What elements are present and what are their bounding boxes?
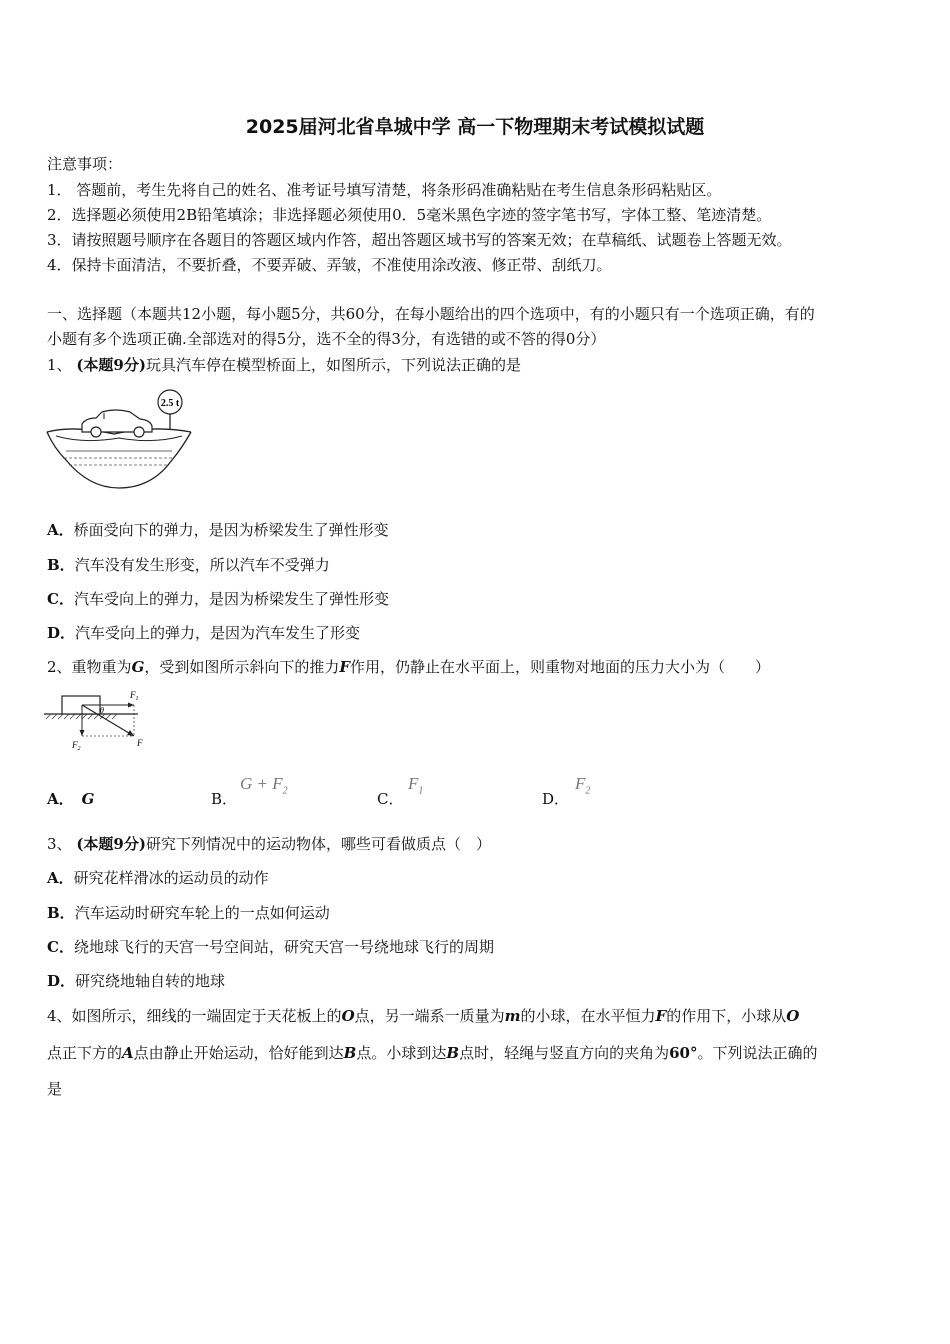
section-header-line-1: 一、选择题（本题共12小题，每小题5分，共60分，在每小题给出的四个选项中，有的小题只有一个选项正确，有的 (47, 305, 815, 323)
notice-item-1: 1． 答题前，考生先将自己的姓名、准考证号填写清楚，将条形码准确粘贴在考生信息条形码粘贴区。 (47, 181, 722, 199)
question-1-text: 玩具汽车停在模型桥面上，如图所示，下列说法正确的是 (145, 356, 521, 374)
f-vector (82, 705, 134, 736)
notice-item-4: 4．保持卡面清洁，不要折叠，不要弄破、弄皱，不准使用涂改液、修正带、刮纸刀。 (47, 256, 612, 274)
force-diagram (42, 686, 152, 754)
notice-heading: 注意事项： (47, 155, 123, 173)
q2-option-d-label: D． (542, 790, 570, 808)
f2-label: $F_2$ (72, 740, 81, 752)
q3-option-b: B．汽车运动时研究车轮上的一点如何运动 (47, 904, 330, 922)
load-limit-text: 2.5 t (160, 398, 180, 409)
q3-option-a: A．研究花样滑冰的运动员的动作 (47, 869, 269, 887)
notice-item-3: 3．请按照题号顺序在各题目的答题区域内作答，超出答题区域书写的答案无效；在草稿纸、试题卷上答题无效。 (47, 231, 792, 249)
bridge-car-figure (44, 388, 194, 492)
f2-arrowhead (80, 730, 85, 736)
f1-label: $F_1$ (130, 690, 139, 702)
question-3-stem: 3、 (本题9分)研究下列情况中的运动物体，哪些可看做质点（ ） (47, 835, 491, 853)
f-label: F (137, 738, 143, 748)
car-wheel-rear (134, 427, 144, 437)
f1-arrowhead (128, 703, 134, 708)
page-title: 2025届河北省阜城中学 高一下物理期末考试模拟试题 (245, 116, 705, 138)
q3-option-d: D．研究绕地轴自转的地球 (47, 972, 226, 990)
bridge-arch (56, 436, 182, 441)
section-header-line-2: 小题有多个选项正确.全部选对的得5分，选不全的得3分，有选错的或不答的得0分） (47, 330, 606, 348)
question-1-stem (47, 354, 521, 375)
q1-option-c: C．汽车受向上的弹力，是因为桥梁发生了弹性形变 (47, 590, 389, 608)
q3-option-c: C．绕地球飞行的天宫一号空间站，研究天宫一号绕地球飞行的周期 (47, 938, 494, 956)
question-4-line-2: 点正下方的A点由静止开始运动，恰好能到达B点。小球到达B点时，轻绳与竖直方向的夹角为60°。下列说法正确的 (47, 1044, 818, 1062)
q1-option-a: A．桥面受向下的弹力，是因为桥梁发生了弹性形变 (47, 521, 389, 539)
notice-item-2: 2．选择题必须使用2B铅笔填涂；非选择题必须使用0．5毫米黑色字迹的签字笔书写，字体工整、笔迹清楚。 (47, 206, 772, 224)
question-2-stem: 2、重物重为G，受到如图所示斜向下的推力F作用，仍静止在水平面上，则重物对地面的压力大小为（ ） (47, 658, 771, 676)
question-4-line-3: 是 (47, 1080, 63, 1098)
q2-option-d-formula: $F_2$ (575, 774, 591, 797)
question-1-points: (本题9分) (76, 356, 146, 374)
basin-outline (47, 432, 191, 488)
car-wheel-front (91, 427, 101, 437)
q2-option-b-formula: $G + F_2$ (240, 774, 288, 797)
q1-option-d: D．汽车受向上的弹力，是因为汽车发生了形变 (47, 624, 361, 642)
theta-label: θ (100, 706, 104, 715)
q2-option-b-label: B． (211, 790, 238, 808)
question-4-line-1: 4、如图所示，细线的一端固定于天花板上的O点，另一端系一质量为m的小球，在水平恒力F的作用下，小球从O (47, 1007, 800, 1025)
question-1-number: 1、 (47, 356, 72, 374)
q2-option-c-label: C． (377, 790, 404, 808)
q2-option-c-formula: $F_1$ (408, 774, 424, 797)
q1-option-b: B．汽车没有发生形变，所以汽车不受弹力 (47, 556, 330, 574)
q2-option-a: A． G (47, 790, 95, 808)
